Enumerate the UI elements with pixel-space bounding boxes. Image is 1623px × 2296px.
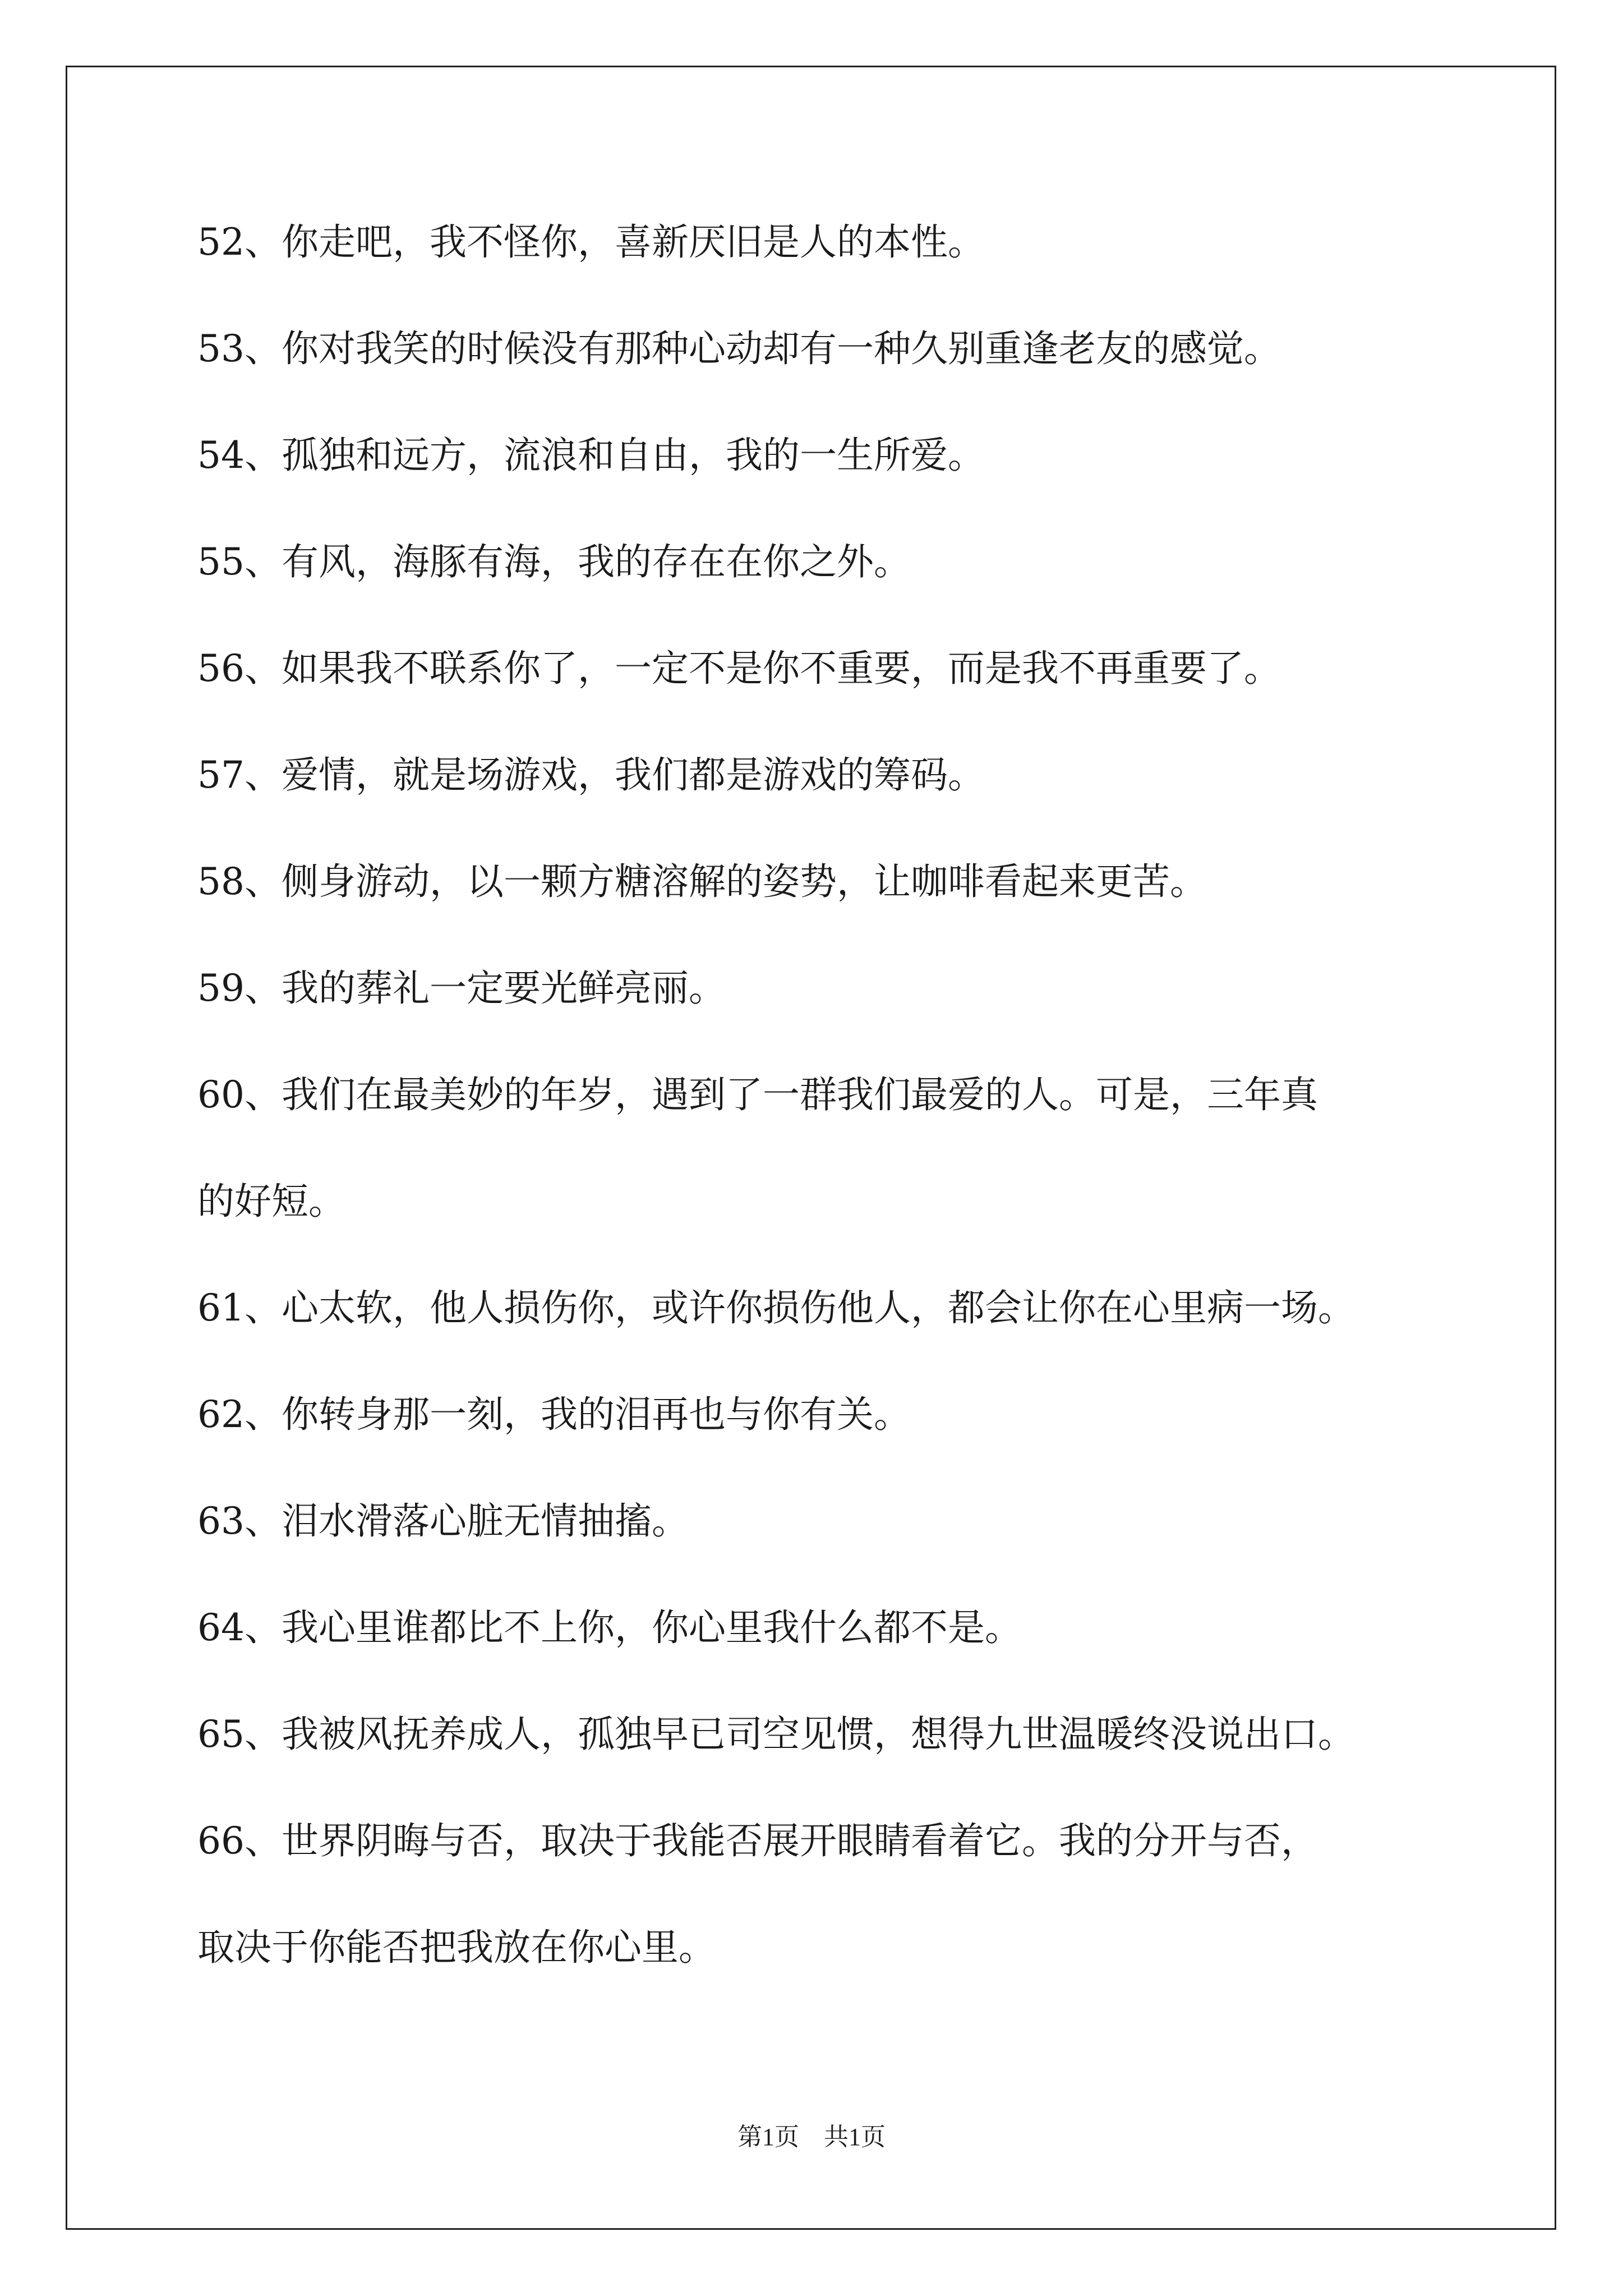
text-line-58: 58、侧身游动，以一颗方糖溶解的姿势，让咖啡看起来更苦。 bbox=[197, 860, 1207, 903]
page-border bbox=[66, 66, 1556, 2230]
text-line-62: 62、你转身那一刻，我的泪再也与你有关。 bbox=[197, 1393, 911, 1436]
text-line-55: 55、有风，海豚有海，我的存在在你之外。 bbox=[197, 540, 911, 583]
text-line-66-cont: 取决于你能否把我放在你心里。 bbox=[197, 1926, 716, 1969]
text-line-64: 64、我心里谁都比不上你，你心里我什么都不是。 bbox=[197, 1606, 1022, 1649]
text-line-52: 52、你走吧，我不怪你，喜新厌旧是人的本性。 bbox=[197, 220, 985, 264]
text-line-53: 53、你对我笑的时候没有那种心动却有一种久别重逢老友的感觉。 bbox=[197, 327, 1281, 370]
text-line-57: 57、爱情，就是场游戏，我们都是游戏的筹码。 bbox=[197, 753, 985, 797]
text-line-60-cont: 的好短。 bbox=[197, 1180, 345, 1223]
text-line-56: 56、如果我不联系你了，一定不是你不重要，而是我不再重要了。 bbox=[197, 647, 1281, 690]
text-line-60: 60、我们在最美妙的年岁，遇到了一群我们最爱的人。可是，三年真 bbox=[197, 1073, 1318, 1116]
text-line-61: 61、心太软，他人损伤你，或许你损伤他人，都会让你在心里病一场。 bbox=[197, 1286, 1355, 1329]
text-line-54: 54、孤独和远方，流浪和自由，我的一生所爱。 bbox=[197, 434, 985, 477]
text-line-63: 63、泪水滑落心脏无情抽搐。 bbox=[197, 1499, 689, 1543]
text-line-59: 59、我的葬礼一定要光鲜亮丽。 bbox=[197, 967, 726, 1010]
page-number-footer: 第1页 共1页 bbox=[737, 2123, 886, 2151]
text-line-66: 66、世界阴晦与否，取决于我能否展开眼睛看着它。我的分开与否， bbox=[197, 1819, 1318, 1862]
text-line-65: 65、我被风抚养成人，孤独早已司空见惯，想得九世温暖终没说出口。 bbox=[197, 1713, 1355, 1756]
